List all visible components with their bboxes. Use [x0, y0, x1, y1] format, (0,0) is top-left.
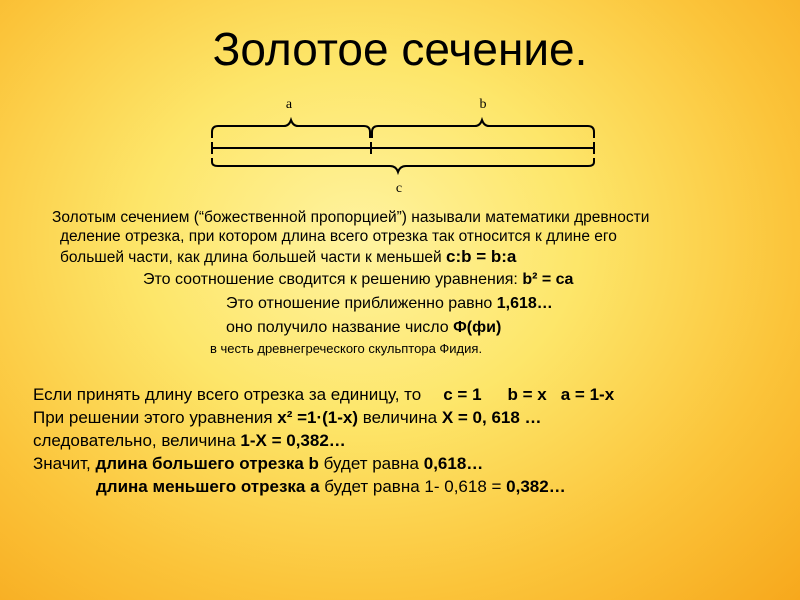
calc-smaller-value: 0,382… — [506, 477, 566, 496]
slide-title: Золотое сечение. — [212, 23, 588, 75]
calc-smaller-segment: длина меньшего отрезка a — [96, 477, 320, 496]
calc-line-2-text: При решении этого уравнения — [33, 408, 278, 427]
label-a: a — [285, 97, 293, 112]
phi-name: Ф(фи) — [453, 319, 502, 336]
calc-x-value: X = 0, 618 … — [441, 408, 542, 427]
quadratic-formula: b² = ca — [522, 271, 574, 288]
definition-line-1: Золотым сечением (“божественной пропорцией”) называли математики древности — [52, 209, 650, 226]
brace-c — [212, 158, 594, 172]
calc-line-4-mid: будет равна — [318, 454, 424, 473]
calc-line-5 — [96, 476, 566, 498]
calc-one-minus-x: 1-X = 0,382… — [240, 431, 346, 450]
calc-larger-segment: длина большего отрезка b — [95, 454, 319, 473]
golden-section-diagram — [200, 90, 600, 210]
calc-larger-value: 0,618… — [423, 454, 484, 473]
approx-text: Это отношение приближенно равно — [226, 295, 497, 312]
calc-line-1-text: Если принять длину всего отрезка за единицу, то — [33, 385, 422, 404]
calc-line-3-text: следовательно, величина — [33, 431, 241, 450]
calc-equation: x² =1·(1-x) — [277, 408, 359, 427]
calc-line-3 — [33, 430, 346, 452]
calc-line-1 — [33, 384, 614, 406]
calc-line-5-mid: будет равна 1- 0,618 = — [319, 477, 507, 496]
calc-line-4-pre: Значит, — [33, 454, 96, 473]
definition-line-3-text: большей части, как длина большей части к меньшей — [60, 249, 447, 266]
name-text: оно получило название число — [226, 319, 454, 336]
name-line — [226, 318, 501, 337]
reduction-text: Это соотношение сводится к решению уравнения: — [143, 271, 523, 288]
brace-b — [372, 120, 594, 138]
label-c: c — [395, 181, 403, 196]
definition-line-3 — [60, 246, 516, 268]
approx-line — [226, 294, 553, 313]
reduction-line — [143, 270, 573, 289]
brace-a — [212, 120, 370, 138]
calc-a-value: a = 1-x — [560, 385, 615, 404]
calc-b-value: b = x — [507, 385, 547, 404]
honor-line: в честь древнегреческого скульптора Фидия. — [210, 341, 483, 356]
definition-line-2: деление отрезка, при котором длина всего отрезка так относится к длине его — [60, 228, 617, 245]
proportion-formula: c:b = b:a — [446, 247, 517, 266]
approx-value: 1,618… — [496, 295, 553, 312]
label-b: b — [479, 97, 487, 112]
calc-line-2 — [33, 407, 542, 429]
calc-line-2-mid: величина — [358, 408, 442, 427]
calc-c-value: c = 1 — [443, 385, 482, 404]
calc-line-4 — [33, 453, 483, 475]
